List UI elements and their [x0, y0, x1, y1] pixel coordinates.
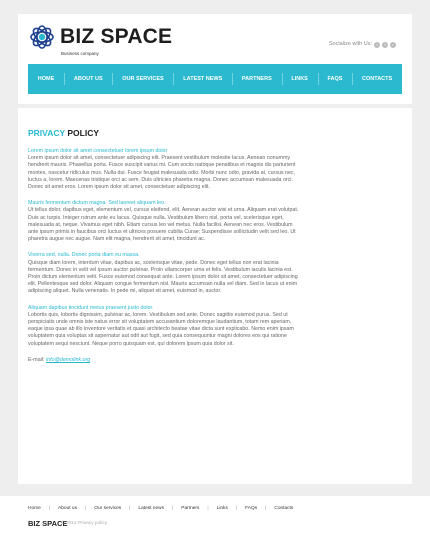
section-title: Mauris fermentum dictum magna. Sed laoreet aliquam leo.: [28, 200, 166, 207]
section-text: Lobortis quis, lobortis dignissim, pulvinar ac, lorem. Vestibulum sed ante. Donec sagittis euismod purus. Sed ut perspiciatis unde omnis iste natus error sit voluptatem accusantium doloremque laudantium, totam rem aperiam, eaque ipsa quae ab illo inventore veritatis et quasi architecto beatae vitae dicta sunt explicabo. Nemo enim ipsam voluptatem quia voluptas sit aspernatur aut odit aut fugit, sed quia consequuntur magni dolores eos qui ratione voluptatem sequi nesciunt. Neque porro quisquam est, qui dolorem ipsum quia dolor sit.: [28, 311, 294, 347]
nav-item-links[interactable]: LINKS: [282, 64, 318, 94]
section-title: Aliquam dapibus tincidunt metus praesent justo dolor.: [28, 304, 154, 311]
content-area: [18, 108, 412, 484]
email-label: E-mail:: [28, 356, 45, 363]
footer-link-partners[interactable]: Partners: [181, 506, 200, 511]
nav-item-contacts[interactable]: CONTACTS: [352, 64, 402, 94]
policy-section: [28, 305, 302, 348]
page-title: [28, 128, 99, 138]
socialize-label: Socialize with Us:: [328, 41, 372, 47]
footer-link-home[interactable]: Home: [28, 506, 41, 511]
nav-item-latest-news[interactable]: LATEST NEWS: [173, 64, 232, 94]
footer-link-faqs[interactable]: FAQs: [245, 506, 258, 511]
logo-text[interactable]: BIZ SPACE: [60, 25, 173, 48]
header: [18, 14, 412, 104]
section-title: Viverra sed, nulla. Donec porta diam eu massa.: [28, 252, 140, 259]
nav-item-partners[interactable]: PARTNERS: [232, 64, 281, 94]
footer: [0, 496, 430, 543]
footer-separator: |: [129, 506, 131, 511]
social-links: [329, 41, 396, 48]
section-text: Lorem ipsum dolor sit amet, consectetuer adipiscing elit. Praesent vestibulum molestie lacus. Aenean nonummy hendrerit mauris. Phasellus porta. Fusce suscipit varius mi. Cum sociis natoque penatibus et magnis dis parturient montes, nascetur ridiculus mus. Nulla dui. Fusce feugiat malesuada odio. Morbi nunc odio, gravida at, cursus nec, luctus a, lorem. Maecenas tristique orci ac sem. Duis ultricies pharetra magna. Donec accumsan malesuada orci. Donec sit amet eros. Lorem ipsum dolor sit amet, consectetuer adipiscing elit.: [28, 155, 296, 191]
footer-link-latest-news[interactable]: Latest news: [138, 506, 165, 511]
policy-section: [28, 200, 302, 243]
footer-separator: |: [235, 506, 238, 511]
nav-item-home[interactable]: HOME: [37, 76, 55, 82]
twitter-icon[interactable]: t: [374, 42, 380, 48]
section-text: Ut tellus dolor, dapibus eget, elementum vel, cursus eleifend, elit. Aenean auctor wisi et urna. Aliquam erat volutpat. Duis ac turpis. Integer rutrum ante eu lacus. Quisque nulla. Vestibulum libero nisl, porta vel, scelerisque eget, malesuada at, neque. Vivamus eget nibh. Etiam cursus leo vel metus. Nulla facilisi. Aenean nec eros. Vestibulum ante ipsum primis in faucibus orci luctus et ultrices posuere cubilia Curae; Suspendisse sollicitudin velit sed leo. Ut pharetra augue nec augue. Nam elit magna, hendrerit sit amet, tincidunt ac.: [28, 207, 299, 243]
email-line: [28, 357, 302, 364]
page-title-rest: POLICY: [67, 128, 100, 138]
footer-nav: [28, 506, 293, 512]
logo-icon[interactable]: [29, 24, 55, 50]
policy-section: [28, 148, 302, 191]
footer-separator: |: [265, 506, 267, 511]
policy-body: [28, 148, 302, 364]
footer-separator: |: [84, 506, 87, 511]
policy-section: [28, 252, 302, 295]
rss-icon[interactable]: r: [390, 42, 396, 48]
footer-link-links[interactable]: Links: [216, 506, 228, 511]
footer-link-contacts[interactable]: Contacts: [274, 506, 294, 511]
footer-link-about-us[interactable]: About us: [58, 506, 77, 511]
page-title-accent: PRIVACY: [28, 128, 66, 138]
email-link[interactable]: info@demolink.org: [45, 356, 91, 363]
nav-item-faqs[interactable]: FAQS: [318, 64, 353, 94]
footer-separator: |: [207, 506, 209, 511]
main-nav: [28, 64, 402, 94]
footer-logo[interactable]: BIZ SPACE: [28, 519, 68, 528]
tagline: Business company: [61, 51, 99, 56]
section-title: Lorem ipsum dolor sit amet consectetuer lorem ipsum dolor: [28, 148, 168, 154]
nav-item-about-us[interactable]: ABOUT US: [64, 64, 112, 94]
footer-separator: |: [48, 506, 51, 511]
footer-link-our-services[interactable]: Our services: [94, 506, 122, 511]
footer-copyright: © 2013 Privacy policy: [61, 520, 108, 526]
nav-item-our-services[interactable]: OUR SERVICES: [112, 64, 173, 94]
section-text: Quisque diam lorem, interdum vitae, dapibus ac, scelerisque vitae, pede. Donec eget tellus non erat lacinia fermentum. Donec in velit vel ipsum auctor pulvinar. Proin ullamcorper urna et felis. Vestibulum iaculis lacinia est. Proin dictum elementum velit. Fusce euismod consequat ante. Lorem ipsum dolor sit amet, consectetuer adipiscing elit. Pellentesque sed dolor. Aliquam congue fermentum nisl. Mauris accumsan nulla vel diam. Sed in lacus ut enim adipiscing aliquet. Nulla venenatis. In pede mi, aliquet sit amet, euismod in, auctor.: [28, 259, 298, 295]
facebook-icon[interactable]: f: [382, 42, 388, 48]
footer-separator: |: [172, 506, 174, 511]
